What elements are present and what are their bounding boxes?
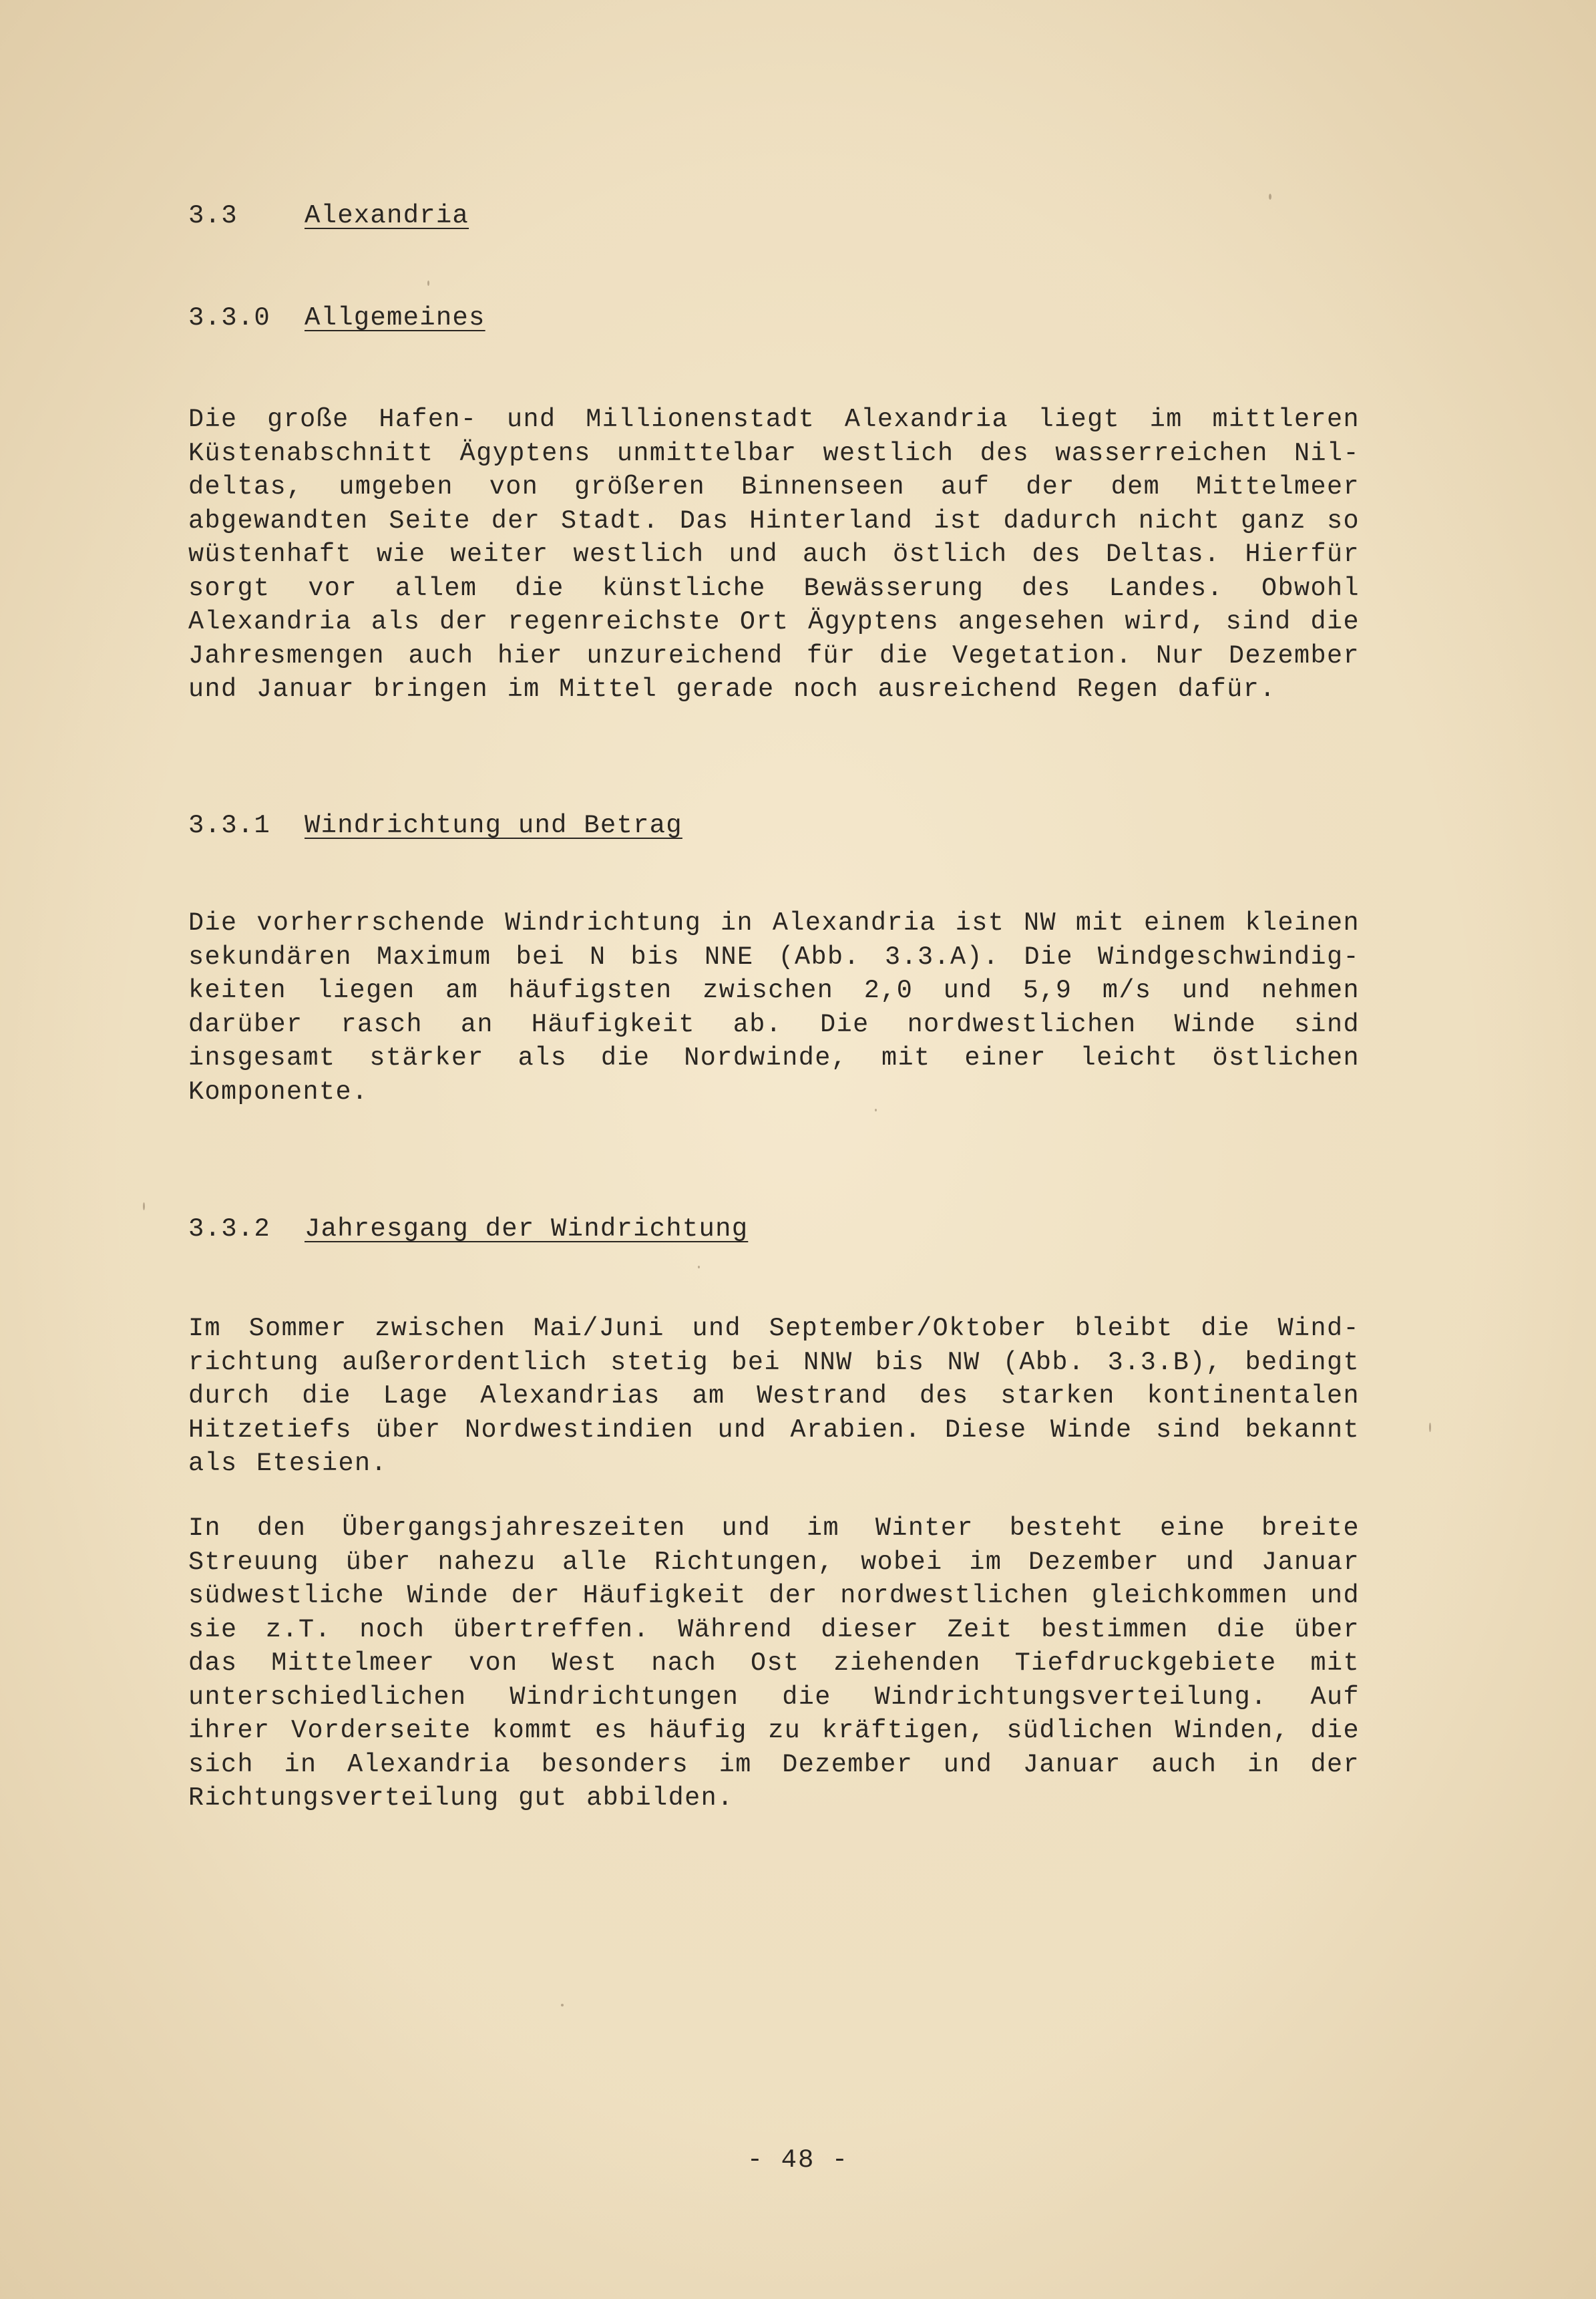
paragraph-allgemeines: [188, 403, 1360, 707]
paragraph-sommer: [188, 1312, 1360, 1481]
section-title: Alexandria: [305, 201, 469, 230]
text-line: richtung außerordentlich stetig bei NNW bis NW (Abb. 3.3.B), bedingt: [188, 1347, 1360, 1377]
text-line: Hitzetiefs über Nordwestindien und Arabien. Diese Winde sind bekannt: [188, 1415, 1360, 1445]
text-line: sie z.T. noch übertreffen. Während dieser Zeit bestimmen die über: [188, 1614, 1360, 1644]
text-line: wüstenhaft wie weiter westlich und auch östlich des Deltas. Hierfür: [188, 540, 1360, 569]
section-heading-3-3-2: [188, 1212, 748, 1246]
text-line: deltas, umgeben von größeren Binnenseen auf der dem Mittelmeer: [188, 472, 1360, 502]
text-line: Streuung über nahezu alle Richtungen, wobei im Dezember und Januar: [188, 1547, 1360, 1577]
text-line: Die große Hafen- und Millionenstadt Alexandria liegt im mittleren: [188, 405, 1360, 434]
paragraph-winter: [188, 1512, 1360, 1815]
paper-speck: [1429, 1423, 1431, 1432]
paper-speck: [561, 2004, 564, 2006]
section-number: 3.3.1: [188, 811, 271, 840]
text-line: In den Übergangsjahreszeiten und im Winter besteht eine breite: [188, 1514, 1360, 1543]
section-title: Jahresgang der Windrichtung: [305, 1214, 749, 1244]
paper-speck: [875, 1109, 877, 1111]
text-line: ihrer Vorderseite kommt es häufig zu kräftigen, südlichen Winden, die: [188, 1716, 1360, 1745]
section-heading-3-3-1: [188, 809, 682, 842]
paper-speck: [427, 281, 429, 286]
section-number: 3.3: [188, 201, 238, 230]
text-line: Küstenabschnitt Ägyptens unmittelbar westlich des wasserreichen Nil-: [188, 438, 1360, 468]
paper-speck: [1269, 194, 1271, 200]
text-line: Komponente.: [188, 1077, 369, 1107]
paragraph-windrichtung: [188, 906, 1360, 1109]
text-line: Im Sommer zwischen Mai/Juni und September/Oktober bleibt die Wind-: [188, 1314, 1360, 1343]
text-line: südwestliche Winde der Häufigkeit der nordwestlichen gleichkommen und: [188, 1581, 1360, 1610]
text-line: insgesamt stärker als die Nordwinde, mit einer leicht östlichen: [188, 1043, 1360, 1073]
text-line: und Januar bringen im Mittel gerade noch ausreichend Regen dafür.: [188, 675, 1276, 704]
text-line: darüber rasch an Häufigkeit ab. Die nordwestlichen Winde sind: [188, 1009, 1360, 1039]
text-line: sorgt vor allem die künstliche Bewässerung des Landes. Obwohl: [188, 573, 1360, 603]
paper-speck: [143, 1202, 145, 1210]
text-line: keiten liegen am häufigsten zwischen 2,0 und 5,9 m/s und nehmen: [188, 976, 1360, 1005]
text-line: unterschiedlichen Windrichtungen die Windrichtungsverteilung. Auf: [188, 1682, 1360, 1712]
section-title: Windrichtung und Betrag: [305, 811, 682, 840]
text-line: abgewandten Seite der Stadt. Das Hinterland ist dadurch nicht ganz so: [188, 506, 1360, 536]
text-line: das Mittelmeer von West nach Ost ziehenden Tiefdruckgebiete mit: [188, 1648, 1360, 1678]
text-line: sekundären Maximum bei N bis NNE (Abb. 3.3.A). Die Windgeschwindig-: [188, 942, 1360, 972]
section-heading-3-3-0: [188, 301, 485, 335]
text-line: als Etesien.: [188, 1449, 388, 1478]
text-line: sich in Alexandria besonders im Dezember und Januar auch in der: [188, 1749, 1360, 1779]
paper-speck: [698, 1266, 700, 1268]
text-line: Richtungsverteilung gut abbilden.: [188, 1783, 734, 1813]
text-line: Die vorherrschende Windrichtung in Alexandria ist NW mit einem kleinen: [188, 908, 1360, 938]
page-number: - 48 -: [747, 2145, 849, 2175]
text-line: Jahresmengen auch hier unzureichend für die Vegetation. Nur Dezember: [188, 641, 1360, 671]
section-number: 3.3.0: [188, 303, 271, 333]
section-heading-3-3: [188, 199, 469, 232]
section-title: Allgemeines: [305, 303, 485, 333]
text-line: Alexandria als der regenreichste Ort Ägyptens angesehen wird, sind die: [188, 607, 1360, 637]
text-line: durch die Lage Alexandrias am Westrand des starken kontinentalen: [188, 1381, 1360, 1411]
section-number: 3.3.2: [188, 1214, 271, 1244]
